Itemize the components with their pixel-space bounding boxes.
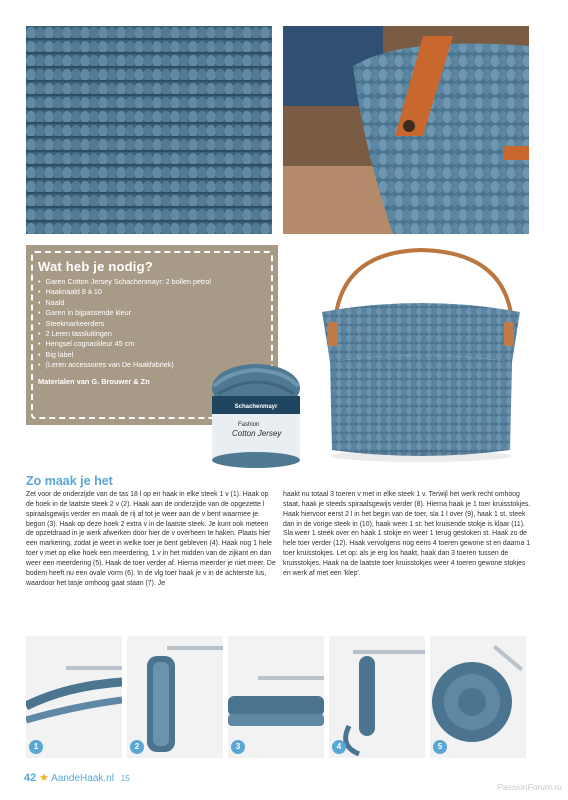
step-photo-3 <box>228 636 324 758</box>
step-photo-2 <box>127 636 223 758</box>
photo-finished-bag <box>306 244 536 470</box>
materials-item: • Garen in bijpassende kleur <box>38 308 211 318</box>
step-photo-4 <box>329 636 425 758</box>
step-photo-5 <box>430 636 526 758</box>
issue-number: 15 <box>120 774 130 783</box>
step-number-badge: 1 <box>29 740 43 754</box>
materials-item: • (Leren accessoires van De Haakfabriek) <box>38 360 211 370</box>
step-number-badge: 2 <box>130 740 144 754</box>
star-icon: ★ <box>39 772 49 784</box>
materials-item: • Haaknaald 8 à 10 <box>38 287 211 297</box>
materials-title: Wat heb je nodig? <box>38 259 153 274</box>
magazine-name: AandeHaak.nl <box>51 773 114 784</box>
materials-item: • Big label <box>38 350 211 360</box>
photo-yarn-ball <box>208 360 304 468</box>
watermark-text: PassionForum.ru <box>497 782 562 792</box>
instructions-title: Zo maak je het <box>26 474 113 488</box>
instructions-text-right: haakt nu totaal 3 toeren v met in elke steek 1 v. Terwijl het werk recht omhoog staat, haak je steeds spiraalsgewijs verder (8). Hierna haak je 1 toer kruisstokjes. Haak hiervoor eerst 2 l in het begin van de toer, sla 1 l over (9), haak 1 st, steek dan in de vorige steek in (10), haak weer 1 st: het kruisende stokje is klaar (11). Sla weer 1 steek over en haak 1 stokje en weer 1 terug gestoken st. Haak zo de hele toer verder (12). Haak vervolgens nog eens 4 toeren gewone st en daarna 1 toer kruisstokjes. Let op: als je erg los haakt, haak dan 3 toeren tussen de kruisstokjes. Haak na de laatste toer kruisstokjes weer 4 toeren gewone stokjes en werk af met een 'klep'. <box>283 491 531 577</box>
materials-source: Materialen van G. Brouwer & Zn <box>38 377 150 386</box>
page-number: 42 <box>24 772 37 784</box>
materials-item: • Steekmarkeerders <box>38 319 211 329</box>
materials-item: • 2 Leren tassluitingen <box>38 329 211 339</box>
materials-list <box>38 277 211 371</box>
yarn-line2-text: Cotton Jersey <box>232 429 282 438</box>
step-number-badge: 4 <box>332 740 346 754</box>
yarn-line1-text: Fashion <box>238 422 260 428</box>
materials-item: • Garen Cotton Jersey Schachenmayr: 2 bollen petrol <box>38 277 211 287</box>
photo-stitch-closeup <box>26 26 272 234</box>
materials-item: • Naald <box>38 298 211 308</box>
step-number-badge: 5 <box>433 740 447 754</box>
step-photo-1 <box>26 636 122 758</box>
page-footer <box>24 771 130 784</box>
instructions-text-left: Zet voor de onderzijde van de tas 18 l op en haak in elke steek 1 v (1). Haak op de hoek in de laatste steek 2 v (2). Haak aan de onderzijde van de opgezette l spiraalsgewijs verder en maak de rij af tot je weer aan de v bent waarmee je begon (3). Haak op deze hoek 2 extra v in de laatste steek. Je kunt ook meteen de opzetdraad in je werk afwerken door hier de v overheen te haken. Plaats hier een markering, zodat je weet in welke toer je bent gebleven (4). Haak nog 1 hele toer v met op elke hoek een meerdering, 1 v in het midden van de zijkant en dan weer een meerdering (5). Haak de toer verder af. Hierna meerder je niet meer. De bodem heeft nu een ovale vorm (6). In de vlg toer haak je v in de achterste lus, waardoor het tasje omhoog gaat staan (7). Je <box>26 491 276 587</box>
photo-bag-clasp-detail <box>283 26 529 234</box>
step-number-badge: 3 <box>231 740 245 754</box>
materials-item: • Hengsel cognackleur 45 cm <box>38 339 211 349</box>
yarn-brand-text: Schachenmayr <box>234 404 278 410</box>
